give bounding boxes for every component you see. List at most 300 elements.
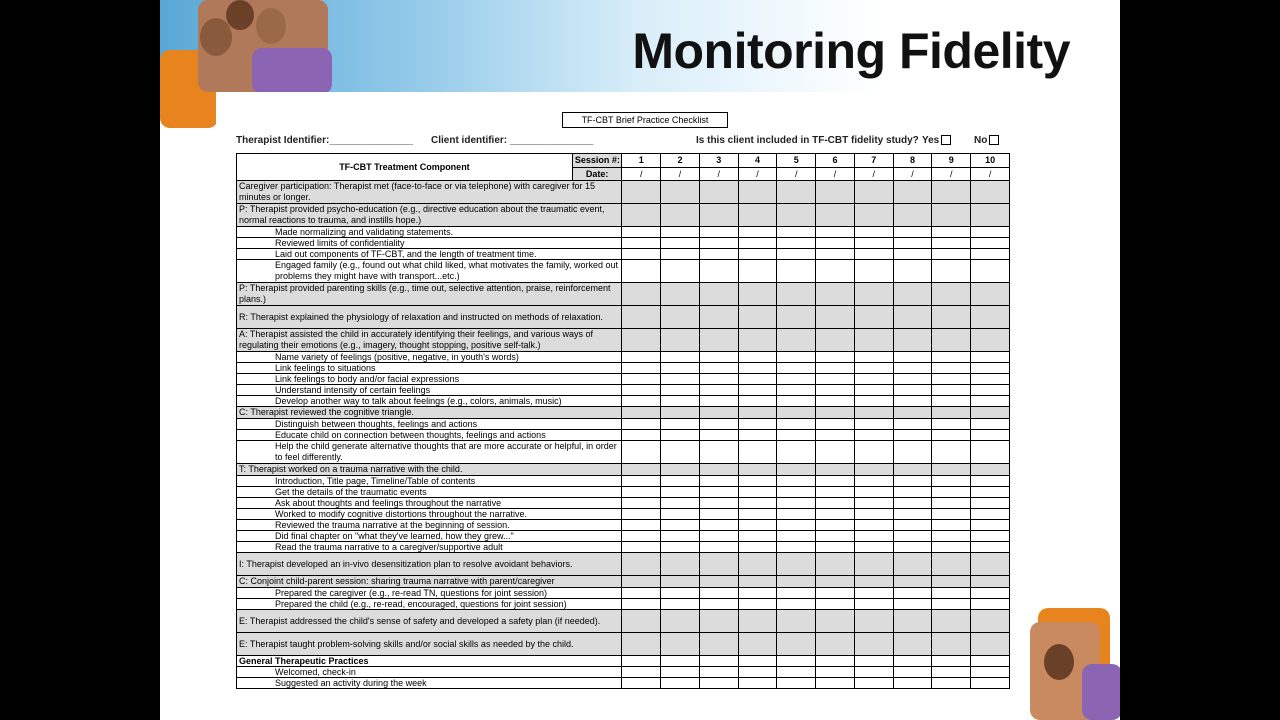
session-checkbox-cell[interactable] (971, 441, 1010, 464)
session-checkbox-cell[interactable] (738, 599, 777, 610)
session-checkbox-cell[interactable] (622, 476, 661, 487)
session-checkbox-cell[interactable] (661, 374, 700, 385)
session-checkbox-cell[interactable] (622, 329, 661, 352)
session-checkbox-cell[interactable] (816, 227, 855, 238)
session-checkbox-cell[interactable] (738, 678, 777, 689)
session-checkbox-cell[interactable] (816, 588, 855, 599)
session-checkbox-cell[interactable] (854, 306, 893, 329)
session-checkbox-cell[interactable] (932, 487, 971, 498)
session-checkbox-cell[interactable] (699, 588, 738, 599)
session-checkbox-cell[interactable] (622, 260, 661, 283)
session-checkbox-cell[interactable] (738, 329, 777, 352)
session-checkbox-cell[interactable] (622, 678, 661, 689)
session-checkbox-cell[interactable] (661, 441, 700, 464)
session-checkbox-cell[interactable] (893, 633, 932, 656)
session-checkbox-cell[interactable] (816, 476, 855, 487)
session-checkbox-cell[interactable] (971, 599, 1010, 610)
session-checkbox-cell[interactable] (777, 553, 816, 576)
session-checkbox-cell[interactable] (854, 520, 893, 531)
session-checkbox-cell[interactable] (622, 441, 661, 464)
session-checkbox-cell[interactable] (971, 260, 1010, 283)
session-checkbox-cell[interactable] (699, 656, 738, 667)
session-checkbox-cell[interactable] (699, 396, 738, 407)
session-checkbox-cell[interactable] (971, 531, 1010, 542)
session-checkbox-cell[interactable] (932, 419, 971, 430)
session-checkbox-cell[interactable] (816, 610, 855, 633)
session-checkbox-cell[interactable] (854, 576, 893, 588)
session-checkbox-cell[interactable] (971, 249, 1010, 260)
session-checkbox-cell[interactable] (971, 407, 1010, 419)
session-checkbox-cell[interactable] (816, 441, 855, 464)
session-checkbox-cell[interactable] (932, 520, 971, 531)
session-checkbox-cell[interactable] (893, 181, 932, 204)
session-checkbox-cell[interactable] (971, 419, 1010, 430)
session-checkbox-cell[interactable] (816, 204, 855, 227)
session-checkbox-cell[interactable] (738, 260, 777, 283)
session-checkbox-cell[interactable] (661, 385, 700, 396)
session-checkbox-cell[interactable] (932, 441, 971, 464)
session-checkbox-cell[interactable] (893, 610, 932, 633)
session-checkbox-cell[interactable] (738, 633, 777, 656)
session-checkbox-cell[interactable] (971, 667, 1010, 678)
session-checkbox-cell[interactable] (699, 430, 738, 441)
session-checkbox-cell[interactable] (622, 430, 661, 441)
session-checkbox-cell[interactable] (854, 498, 893, 509)
session-checkbox-cell[interactable] (661, 464, 700, 476)
session-checkbox-cell[interactable] (971, 181, 1010, 204)
session-checkbox-cell[interactable] (777, 363, 816, 374)
session-checkbox-cell[interactable] (971, 374, 1010, 385)
session-checkbox-cell[interactable] (699, 531, 738, 542)
session-checkbox-cell[interactable] (738, 363, 777, 374)
session-checkbox-cell[interactable] (622, 227, 661, 238)
session-checkbox-cell[interactable] (699, 238, 738, 249)
session-checkbox-cell[interactable] (661, 306, 700, 329)
session-checkbox-cell[interactable] (893, 283, 932, 306)
session-checkbox-cell[interactable] (661, 588, 700, 599)
session-checkbox-cell[interactable] (622, 599, 661, 610)
session-checkbox-cell[interactable] (738, 610, 777, 633)
session-checkbox-cell[interactable] (661, 283, 700, 306)
session-checkbox-cell[interactable] (893, 374, 932, 385)
session-checkbox-cell[interactable] (699, 678, 738, 689)
session-checkbox-cell[interactable] (893, 227, 932, 238)
session-checkbox-cell[interactable] (932, 181, 971, 204)
session-checkbox-cell[interactable] (699, 576, 738, 588)
session-checkbox-cell[interactable] (893, 249, 932, 260)
session-checkbox-cell[interactable] (971, 633, 1010, 656)
session-checkbox-cell[interactable] (816, 306, 855, 329)
session-checkbox-cell[interactable] (893, 476, 932, 487)
session-checkbox-cell[interactable] (699, 520, 738, 531)
session-checkbox-cell[interactable] (661, 487, 700, 498)
session-checkbox-cell[interactable] (893, 385, 932, 396)
session-checkbox-cell[interactable] (622, 306, 661, 329)
session-checkbox-cell[interactable] (699, 329, 738, 352)
session-checkbox-cell[interactable] (893, 599, 932, 610)
session-checkbox-cell[interactable] (777, 407, 816, 419)
session-checkbox-cell[interactable] (854, 181, 893, 204)
session-checkbox-cell[interactable] (971, 542, 1010, 553)
session-checkbox-cell[interactable] (893, 306, 932, 329)
session-checkbox-cell[interactable] (622, 531, 661, 542)
session-checkbox-cell[interactable] (854, 531, 893, 542)
session-checkbox-cell[interactable] (971, 385, 1010, 396)
session-checkbox-cell[interactable] (971, 329, 1010, 352)
session-checkbox-cell[interactable] (816, 576, 855, 588)
session-checkbox-cell[interactable] (622, 498, 661, 509)
session-checkbox-cell[interactable] (854, 396, 893, 407)
session-checkbox-cell[interactable] (971, 588, 1010, 599)
session-checkbox-cell[interactable] (661, 476, 700, 487)
session-checkbox-cell[interactable] (893, 553, 932, 576)
session-checkbox-cell[interactable] (932, 352, 971, 363)
session-checkbox-cell[interactable] (699, 181, 738, 204)
session-checkbox-cell[interactable] (738, 542, 777, 553)
session-checkbox-cell[interactable] (622, 283, 661, 306)
session-checkbox-cell[interactable] (971, 576, 1010, 588)
session-checkbox-cell[interactable] (932, 498, 971, 509)
session-checkbox-cell[interactable] (738, 352, 777, 363)
session-checkbox-cell[interactable] (932, 249, 971, 260)
session-checkbox-cell[interactable] (777, 476, 816, 487)
session-checkbox-cell[interactable] (854, 509, 893, 520)
session-checkbox-cell[interactable] (854, 352, 893, 363)
session-checkbox-cell[interactable] (622, 542, 661, 553)
session-checkbox-cell[interactable] (893, 430, 932, 441)
date-cell[interactable]: / (661, 167, 700, 181)
date-cell[interactable]: / (854, 167, 893, 181)
session-checkbox-cell[interactable] (816, 407, 855, 419)
session-checkbox-cell[interactable] (777, 385, 816, 396)
session-checkbox-cell[interactable] (777, 487, 816, 498)
session-checkbox-cell[interactable] (661, 667, 700, 678)
session-checkbox-cell[interactable] (699, 306, 738, 329)
session-checkbox-cell[interactable] (971, 363, 1010, 374)
session-checkbox-cell[interactable] (932, 260, 971, 283)
session-checkbox-cell[interactable] (971, 487, 1010, 498)
session-checkbox-cell[interactable] (622, 464, 661, 476)
session-checkbox-cell[interactable] (777, 352, 816, 363)
session-checkbox-cell[interactable] (777, 227, 816, 238)
session-checkbox-cell[interactable] (893, 542, 932, 553)
session-checkbox-cell[interactable] (854, 656, 893, 667)
session-checkbox-cell[interactable] (738, 181, 777, 204)
session-checkbox-cell[interactable] (661, 531, 700, 542)
session-checkbox-cell[interactable] (816, 283, 855, 306)
session-checkbox-cell[interactable] (816, 352, 855, 363)
session-checkbox-cell[interactable] (699, 249, 738, 260)
session-checkbox-cell[interactable] (932, 588, 971, 599)
session-checkbox-cell[interactable] (893, 464, 932, 476)
session-checkbox-cell[interactable] (932, 238, 971, 249)
session-checkbox-cell[interactable] (932, 374, 971, 385)
session-checkbox-cell[interactable] (893, 407, 932, 419)
session-checkbox-cell[interactable] (661, 238, 700, 249)
session-checkbox-cell[interactable] (932, 363, 971, 374)
session-checkbox-cell[interactable] (738, 531, 777, 542)
session-checkbox-cell[interactable] (893, 498, 932, 509)
session-checkbox-cell[interactable] (932, 542, 971, 553)
session-checkbox-cell[interactable] (816, 498, 855, 509)
session-checkbox-cell[interactable] (932, 610, 971, 633)
session-checkbox-cell[interactable] (932, 306, 971, 329)
session-checkbox-cell[interactable] (738, 520, 777, 531)
session-checkbox-cell[interactable] (971, 498, 1010, 509)
session-checkbox-cell[interactable] (971, 476, 1010, 487)
session-checkbox-cell[interactable] (854, 430, 893, 441)
session-checkbox-cell[interactable] (932, 385, 971, 396)
session-checkbox-cell[interactable] (699, 385, 738, 396)
session-checkbox-cell[interactable] (738, 385, 777, 396)
session-checkbox-cell[interactable] (777, 374, 816, 385)
session-checkbox-cell[interactable] (893, 576, 932, 588)
session-checkbox-cell[interactable] (854, 385, 893, 396)
session-checkbox-cell[interactable] (854, 204, 893, 227)
session-checkbox-cell[interactable] (971, 396, 1010, 407)
session-checkbox-cell[interactable] (738, 588, 777, 599)
session-checkbox-cell[interactable] (816, 419, 855, 430)
session-checkbox-cell[interactable] (699, 553, 738, 576)
session-checkbox-cell[interactable] (661, 656, 700, 667)
session-checkbox-cell[interactable] (661, 509, 700, 520)
session-checkbox-cell[interactable] (854, 667, 893, 678)
session-checkbox-cell[interactable] (699, 407, 738, 419)
session-checkbox-cell[interactable] (699, 419, 738, 430)
session-checkbox-cell[interactable] (971, 656, 1010, 667)
session-checkbox-cell[interactable] (699, 260, 738, 283)
session-checkbox-cell[interactable] (699, 352, 738, 363)
session-checkbox-cell[interactable] (816, 329, 855, 352)
session-checkbox-cell[interactable] (816, 656, 855, 667)
date-cell[interactable]: / (816, 167, 855, 181)
session-checkbox-cell[interactable] (699, 363, 738, 374)
session-checkbox-cell[interactable] (971, 430, 1010, 441)
session-checkbox-cell[interactable] (971, 509, 1010, 520)
session-checkbox-cell[interactable] (971, 238, 1010, 249)
session-checkbox-cell[interactable] (932, 476, 971, 487)
session-checkbox-cell[interactable] (932, 430, 971, 441)
session-checkbox-cell[interactable] (738, 464, 777, 476)
session-checkbox-cell[interactable] (854, 238, 893, 249)
session-checkbox-cell[interactable] (661, 419, 700, 430)
session-checkbox-cell[interactable] (777, 419, 816, 430)
session-checkbox-cell[interactable] (738, 553, 777, 576)
session-checkbox-cell[interactable] (893, 441, 932, 464)
session-checkbox-cell[interactable] (971, 204, 1010, 227)
session-checkbox-cell[interactable] (622, 667, 661, 678)
session-checkbox-cell[interactable] (699, 441, 738, 464)
session-checkbox-cell[interactable] (932, 667, 971, 678)
session-checkbox-cell[interactable] (777, 531, 816, 542)
session-checkbox-cell[interactable] (932, 329, 971, 352)
session-checkbox-cell[interactable] (661, 599, 700, 610)
session-checkbox-cell[interactable] (738, 576, 777, 588)
session-checkbox-cell[interactable] (699, 487, 738, 498)
yes-checkbox[interactable] (941, 135, 951, 145)
session-checkbox-cell[interactable] (893, 487, 932, 498)
session-checkbox-cell[interactable] (661, 363, 700, 374)
session-checkbox-cell[interactable] (816, 430, 855, 441)
session-checkbox-cell[interactable] (661, 204, 700, 227)
session-checkbox-cell[interactable] (661, 407, 700, 419)
session-checkbox-cell[interactable] (854, 678, 893, 689)
session-checkbox-cell[interactable] (622, 520, 661, 531)
session-checkbox-cell[interactable] (777, 464, 816, 476)
session-checkbox-cell[interactable] (699, 227, 738, 238)
date-cell[interactable]: / (699, 167, 738, 181)
session-checkbox-cell[interactable] (816, 487, 855, 498)
session-checkbox-cell[interactable] (622, 374, 661, 385)
session-checkbox-cell[interactable] (816, 553, 855, 576)
session-checkbox-cell[interactable] (622, 633, 661, 656)
session-checkbox-cell[interactable] (777, 520, 816, 531)
session-checkbox-cell[interactable] (622, 407, 661, 419)
session-checkbox-cell[interactable] (738, 238, 777, 249)
session-checkbox-cell[interactable] (622, 588, 661, 599)
session-checkbox-cell[interactable] (854, 633, 893, 656)
session-checkbox-cell[interactable] (777, 329, 816, 352)
no-checkbox[interactable] (989, 135, 999, 145)
session-checkbox-cell[interactable] (777, 181, 816, 204)
session-checkbox-cell[interactable] (661, 576, 700, 588)
session-checkbox-cell[interactable] (622, 352, 661, 363)
session-checkbox-cell[interactable] (699, 476, 738, 487)
session-checkbox-cell[interactable] (854, 441, 893, 464)
session-checkbox-cell[interactable] (854, 283, 893, 306)
session-checkbox-cell[interactable] (699, 204, 738, 227)
session-checkbox-cell[interactable] (777, 396, 816, 407)
session-checkbox-cell[interactable] (738, 667, 777, 678)
session-checkbox-cell[interactable] (854, 599, 893, 610)
session-checkbox-cell[interactable] (971, 553, 1010, 576)
session-checkbox-cell[interactable] (661, 498, 700, 509)
session-checkbox-cell[interactable] (699, 283, 738, 306)
session-checkbox-cell[interactable] (893, 520, 932, 531)
session-checkbox-cell[interactable] (622, 576, 661, 588)
session-checkbox-cell[interactable] (777, 656, 816, 667)
session-checkbox-cell[interactable] (777, 633, 816, 656)
session-checkbox-cell[interactable] (661, 610, 700, 633)
session-checkbox-cell[interactable] (738, 419, 777, 430)
session-checkbox-cell[interactable] (971, 464, 1010, 476)
session-checkbox-cell[interactable] (932, 531, 971, 542)
session-checkbox-cell[interactable] (777, 283, 816, 306)
session-checkbox-cell[interactable] (661, 396, 700, 407)
session-checkbox-cell[interactable] (661, 352, 700, 363)
session-checkbox-cell[interactable] (971, 306, 1010, 329)
session-checkbox-cell[interactable] (971, 610, 1010, 633)
session-checkbox-cell[interactable] (893, 396, 932, 407)
date-cell[interactable]: / (893, 167, 932, 181)
session-checkbox-cell[interactable] (738, 487, 777, 498)
session-checkbox-cell[interactable] (738, 476, 777, 487)
session-checkbox-cell[interactable] (622, 419, 661, 430)
session-checkbox-cell[interactable] (854, 227, 893, 238)
session-checkbox-cell[interactable] (661, 430, 700, 441)
session-checkbox-cell[interactable] (622, 204, 661, 227)
session-checkbox-cell[interactable] (932, 227, 971, 238)
session-checkbox-cell[interactable] (777, 260, 816, 283)
date-cell[interactable]: / (971, 167, 1010, 181)
session-checkbox-cell[interactable] (777, 238, 816, 249)
session-checkbox-cell[interactable] (661, 553, 700, 576)
session-checkbox-cell[interactable] (816, 531, 855, 542)
session-checkbox-cell[interactable] (971, 352, 1010, 363)
session-checkbox-cell[interactable] (699, 633, 738, 656)
session-checkbox-cell[interactable] (893, 531, 932, 542)
session-checkbox-cell[interactable] (854, 553, 893, 576)
session-checkbox-cell[interactable] (816, 363, 855, 374)
session-checkbox-cell[interactable] (971, 283, 1010, 306)
session-checkbox-cell[interactable] (816, 260, 855, 283)
session-checkbox-cell[interactable] (738, 396, 777, 407)
session-checkbox-cell[interactable] (699, 509, 738, 520)
session-checkbox-cell[interactable] (893, 352, 932, 363)
session-checkbox-cell[interactable] (816, 464, 855, 476)
session-checkbox-cell[interactable] (699, 464, 738, 476)
session-checkbox-cell[interactable] (893, 588, 932, 599)
session-checkbox-cell[interactable] (893, 363, 932, 374)
session-checkbox-cell[interactable] (777, 599, 816, 610)
session-checkbox-cell[interactable] (893, 656, 932, 667)
session-checkbox-cell[interactable] (622, 249, 661, 260)
session-checkbox-cell[interactable] (816, 542, 855, 553)
session-checkbox-cell[interactable] (738, 204, 777, 227)
session-checkbox-cell[interactable] (777, 498, 816, 509)
session-checkbox-cell[interactable] (854, 407, 893, 419)
session-checkbox-cell[interactable] (699, 542, 738, 553)
session-checkbox-cell[interactable] (854, 419, 893, 430)
session-checkbox-cell[interactable] (777, 204, 816, 227)
session-checkbox-cell[interactable] (816, 181, 855, 204)
session-checkbox-cell[interactable] (816, 374, 855, 385)
session-checkbox-cell[interactable] (932, 576, 971, 588)
session-checkbox-cell[interactable] (816, 509, 855, 520)
session-checkbox-cell[interactable] (816, 678, 855, 689)
date-cell[interactable]: / (738, 167, 777, 181)
session-checkbox-cell[interactable] (661, 520, 700, 531)
session-checkbox-cell[interactable] (738, 374, 777, 385)
session-checkbox-cell[interactable] (622, 181, 661, 204)
session-checkbox-cell[interactable] (777, 509, 816, 520)
session-checkbox-cell[interactable] (854, 588, 893, 599)
date-cell[interactable]: / (622, 167, 661, 181)
session-checkbox-cell[interactable] (854, 487, 893, 498)
session-checkbox-cell[interactable] (699, 667, 738, 678)
session-checkbox-cell[interactable] (854, 610, 893, 633)
session-checkbox-cell[interactable] (622, 385, 661, 396)
session-checkbox-cell[interactable] (932, 633, 971, 656)
session-checkbox-cell[interactable] (661, 329, 700, 352)
session-checkbox-cell[interactable] (893, 419, 932, 430)
session-checkbox-cell[interactable] (777, 441, 816, 464)
session-checkbox-cell[interactable] (777, 249, 816, 260)
session-checkbox-cell[interactable] (622, 487, 661, 498)
session-checkbox-cell[interactable] (893, 238, 932, 249)
session-checkbox-cell[interactable] (816, 385, 855, 396)
session-checkbox-cell[interactable] (738, 509, 777, 520)
session-checkbox-cell[interactable] (816, 396, 855, 407)
session-checkbox-cell[interactable] (777, 610, 816, 633)
session-checkbox-cell[interactable] (854, 329, 893, 352)
session-checkbox-cell[interactable] (661, 633, 700, 656)
session-checkbox-cell[interactable] (893, 509, 932, 520)
session-checkbox-cell[interactable] (777, 588, 816, 599)
session-checkbox-cell[interactable] (854, 249, 893, 260)
session-checkbox-cell[interactable] (932, 678, 971, 689)
session-checkbox-cell[interactable] (777, 542, 816, 553)
